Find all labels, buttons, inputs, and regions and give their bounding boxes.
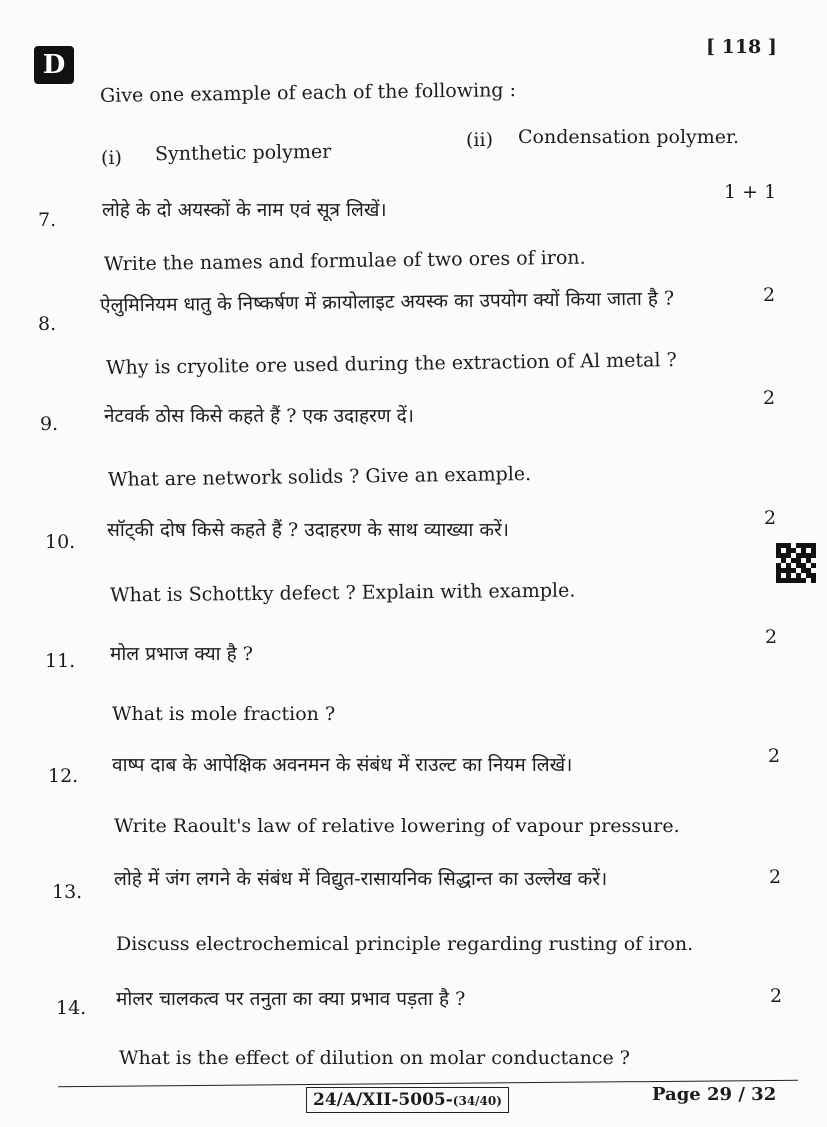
q10-marks: 2 [764, 507, 777, 529]
q9-hindi: नेटवर्क ठोस किसे कहते हैं ? एक उदाहरण दें। [104, 405, 414, 427]
page-number: Page 29 / 32 [652, 1084, 777, 1105]
q6-i-text: Synthetic polymer [154, 140, 332, 166]
q11-number: 11. [45, 650, 76, 672]
q11-hindi: मोल प्रभाज क्या है ? [110, 643, 253, 665]
q7-number: 7. [38, 209, 57, 231]
qr-code [776, 543, 816, 583]
q11-english: What is mole fraction ? [112, 703, 336, 725]
q10-english: What is Schottky defect ? Explain with example. [109, 579, 576, 607]
q13-english: Discuss electrochemical principle regarding rusting of iron. [116, 933, 694, 955]
q9-number: 9. [40, 413, 59, 435]
q12-marks: 2 [768, 745, 781, 767]
q12-number: 12. [48, 765, 79, 787]
paper-code-box [306, 1087, 509, 1113]
q6-i-label: (i) [101, 147, 122, 169]
q6-ii-text: Condensation polymer. [518, 126, 740, 148]
paper-code: 24/A/XII-5005- [313, 1090, 453, 1110]
q7-english: Write the names and formulae of two ores of iron. [103, 246, 586, 276]
q12-hindi: वाष्प दाब के आपेक्षिक अवनमन के संबंध में राउल्ट का नियम लिखें। [112, 754, 573, 776]
section-badge: D [34, 46, 74, 84]
q13-hindi: लोहे में जंग लगने के संबंध में विद्युत-रासायनिक सिद्धान्त का उल्लेख करें। [114, 868, 608, 890]
q8-english: Why is cryolite ore used during the extraction of Al metal ? [105, 349, 677, 379]
q8-hindi: ऐलुमिनियम धातु के निष्कर्षण में क्रायोलाइट अयस्क का उपयोग क्यों किया जाता है ? [99, 287, 675, 317]
q8-number: 8. [38, 313, 57, 335]
q14-hindi: मोलर चालकत्व पर तनुता का क्या प्रभाव पड़ता है ? [116, 988, 466, 1010]
q9-english: What are network solids ? Give an example. [107, 463, 532, 491]
q14-marks: 2 [770, 985, 783, 1007]
q6-marks: 1 + 1 [724, 181, 777, 203]
q10-hindi: सॉट्की दोष किसे कहते हैं ? उदाहरण के साथ व्याख्या करें। [107, 519, 509, 541]
paper-code-suffix: (34/40) [452, 1094, 502, 1108]
q12-english: Write Raoult's law of relative lowering of vapour pressure. [114, 815, 680, 837]
q7-hindi: लोहे के दो अयस्कों के नाम एवं सूत्र लिखें। [102, 199, 387, 221]
q6-prompt: Give one example of each of the following : [99, 79, 517, 107]
q10-number: 10. [45, 531, 76, 553]
q11-marks: 2 [765, 626, 778, 648]
q14-english: What is the effect of dilution on molar conductance ? [119, 1047, 630, 1069]
exam-code: [ 118 ] [706, 36, 777, 58]
q6-ii-label: (ii) [466, 129, 493, 151]
q13-number: 13. [52, 881, 83, 903]
q14-number: 14. [56, 997, 87, 1019]
q13-marks: 2 [769, 866, 782, 888]
q8-marks: 2 [763, 284, 776, 306]
q9-marks: 2 [763, 387, 776, 409]
